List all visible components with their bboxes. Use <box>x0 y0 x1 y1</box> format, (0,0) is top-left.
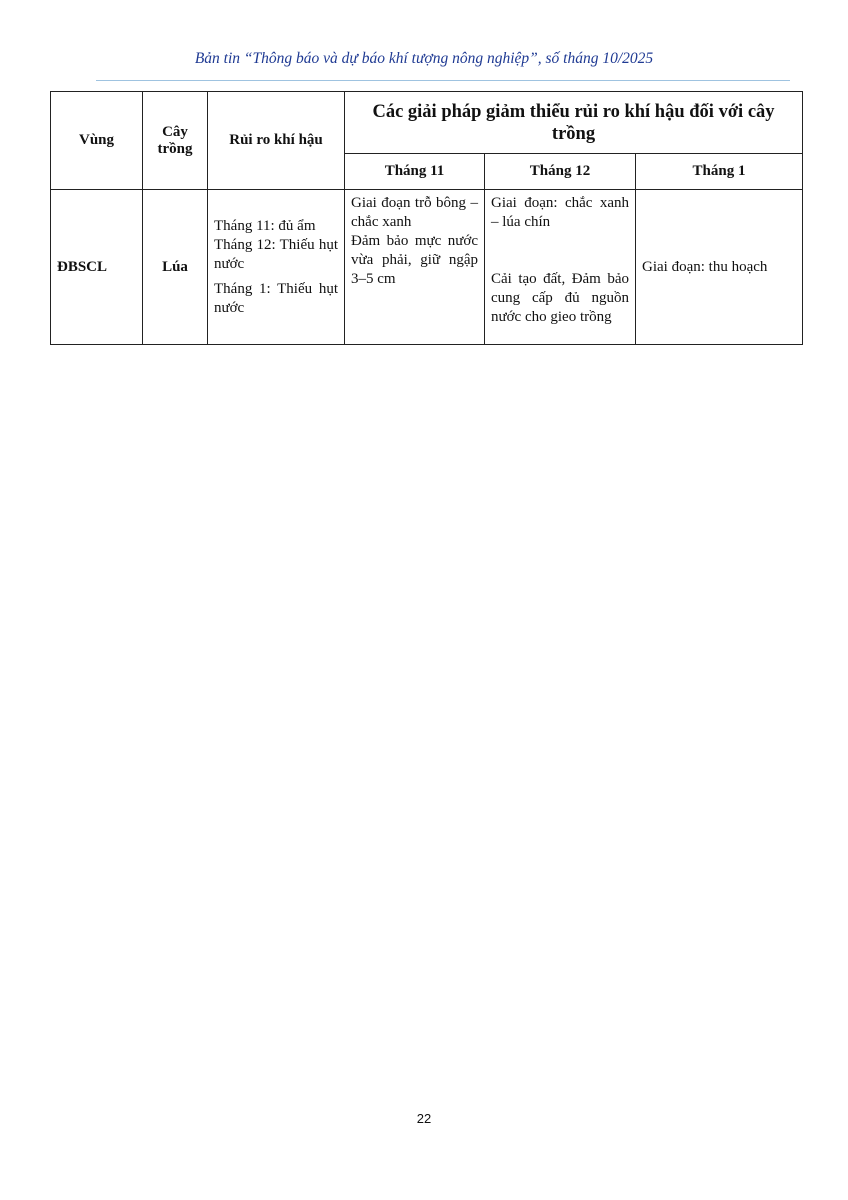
region-cell: ĐBSCL <box>51 190 143 345</box>
page-number: 22 <box>416 1111 432 1126</box>
climate-risk-table <box>50 91 803 345</box>
month-1-solution-cell: Giai đoạn: thu hoạch <box>636 190 803 345</box>
column-header-region: Vùng <box>51 92 143 190</box>
column-header-month-12: Tháng 12 <box>485 154 636 190</box>
solution-line: Đảm bảo mực nước vừa phải, giữ ngập 3–5 cm <box>351 233 478 287</box>
bulletin-header: Bản tin “Thông báo và dự báo khí tượng nông nghiệp”, số tháng 10/2025 <box>194 50 654 67</box>
month-12-solution-cell <box>485 190 636 345</box>
header-divider <box>96 80 790 81</box>
column-header-crop: Cây trồng <box>143 92 208 190</box>
solution-line: Giai đoạn: chắc xanh – lúa chín <box>491 195 629 230</box>
solution-line: Cải tạo đất, Đảm bảo cung cấp đủ nguồn nước cho gieo trồng <box>491 271 629 325</box>
column-header-month-11: Tháng 11 <box>345 154 485 190</box>
column-header-risk: Rủi ro khí hậu <box>208 92 345 190</box>
column-header-solutions: Các giải pháp giảm thiểu rủi ro khí hậu đối với cây trồng <box>345 92 803 154</box>
solution-line: Giai đoạn trỗ bông – chắc xanh <box>351 195 478 230</box>
risk-line: Tháng 11: đủ ẩm <box>214 217 316 234</box>
column-header-month-1: Tháng 1 <box>636 154 803 190</box>
crop-cell: Lúa <box>143 190 208 345</box>
risk-line: Tháng 12: Thiếu hụt nước <box>214 236 338 272</box>
risk-line: Tháng 1: Thiếu hụt nước <box>214 280 338 316</box>
table-row <box>51 190 803 345</box>
risk-cell <box>208 190 345 345</box>
month-11-solution-cell <box>345 190 485 345</box>
